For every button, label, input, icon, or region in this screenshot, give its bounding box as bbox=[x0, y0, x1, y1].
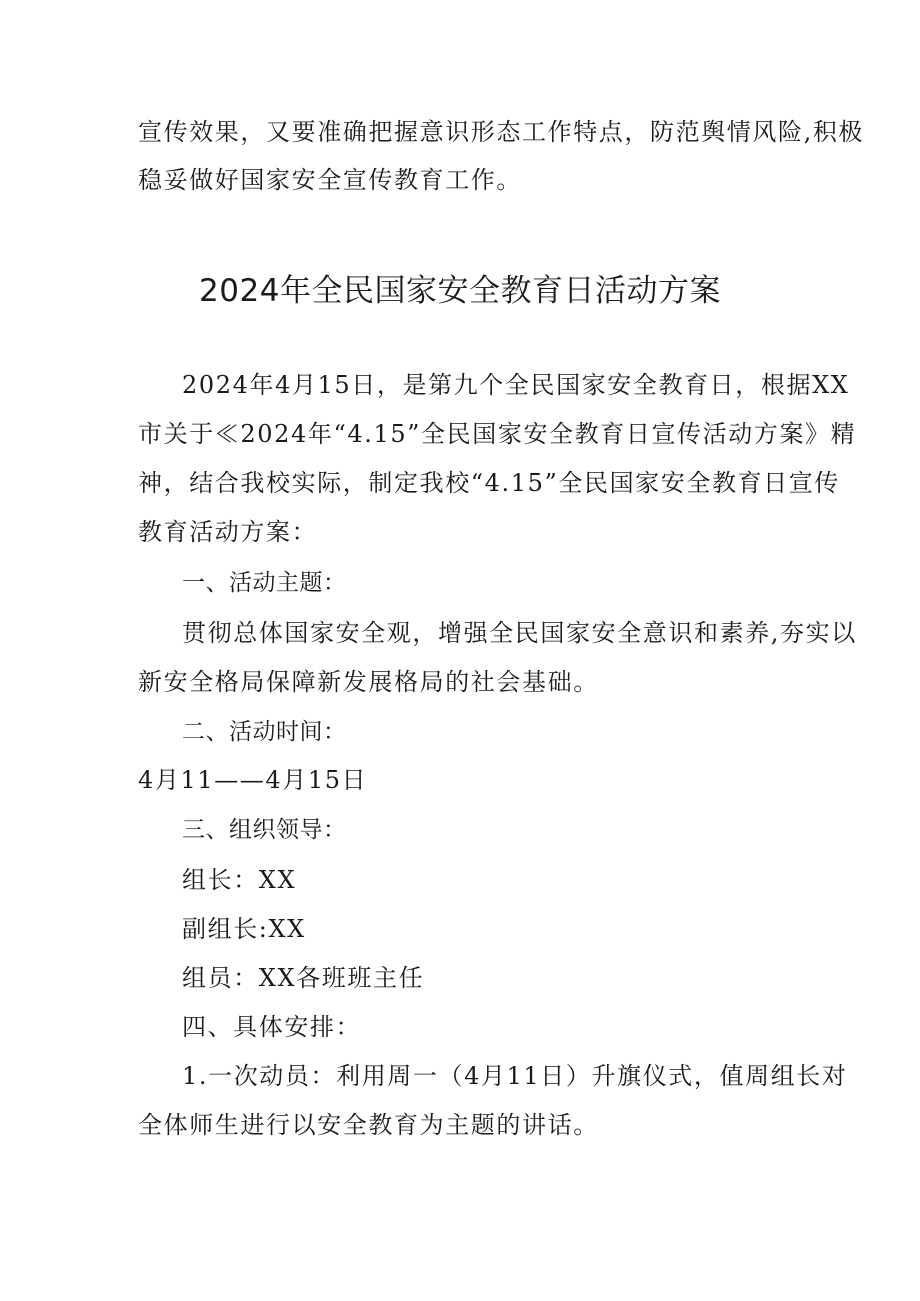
group-members: 组员：XX各班班主任 bbox=[182, 964, 425, 992]
arrangement-item1-line-2: 全体师生进行以安全教育为主题的讲话。 bbox=[138, 1111, 599, 1139]
preamble-line-3: 神，结合我校实际，制定我校“4.15”全民国家安全教育日宣传 bbox=[138, 469, 840, 497]
intro-line-2: 稳妥做好国家安全宣传教育工作。 bbox=[138, 166, 522, 194]
theme-line-1: 贯彻总体国家安全观，增强全民国家安全意识和素养,夯实以 bbox=[182, 619, 857, 647]
section-heading-arrangement: 四、具体安排： bbox=[182, 1013, 362, 1041]
deputy-leader: 副组长:XX bbox=[182, 915, 306, 943]
section-heading-theme: 一、活动主题： bbox=[182, 570, 347, 596]
group-leader: 组长：XX bbox=[182, 866, 297, 894]
activity-time: 4月11——4月15日 bbox=[138, 766, 368, 794]
section-heading-time: 二、活动时间： bbox=[182, 719, 347, 745]
preamble-line-4: 教育活动方案： bbox=[138, 518, 318, 546]
theme-line-2: 新安全格局保障新发展格局的社会基础。 bbox=[138, 668, 599, 696]
section-heading-leadership: 三、组织领导： bbox=[182, 817, 347, 843]
document-title: 2024年全民国家安全教育日活动方案 bbox=[199, 273, 721, 309]
intro-line-1: 宣传效果，又要准确把握意识形态工作特点，防范舆情风险,积极 bbox=[138, 118, 865, 146]
preamble-line-2: 市关于≪2024年“4.15”全民国家安全教育日宣传活动方案》精 bbox=[138, 420, 857, 448]
preamble-line-1: 2024年4月15日，是第九个全民国家安全教育日，根据XX bbox=[182, 371, 850, 399]
arrangement-item1-line-1: 1.一次动员：利用周一（4月11日）升旗仪式，值周组长对 bbox=[182, 1062, 848, 1090]
